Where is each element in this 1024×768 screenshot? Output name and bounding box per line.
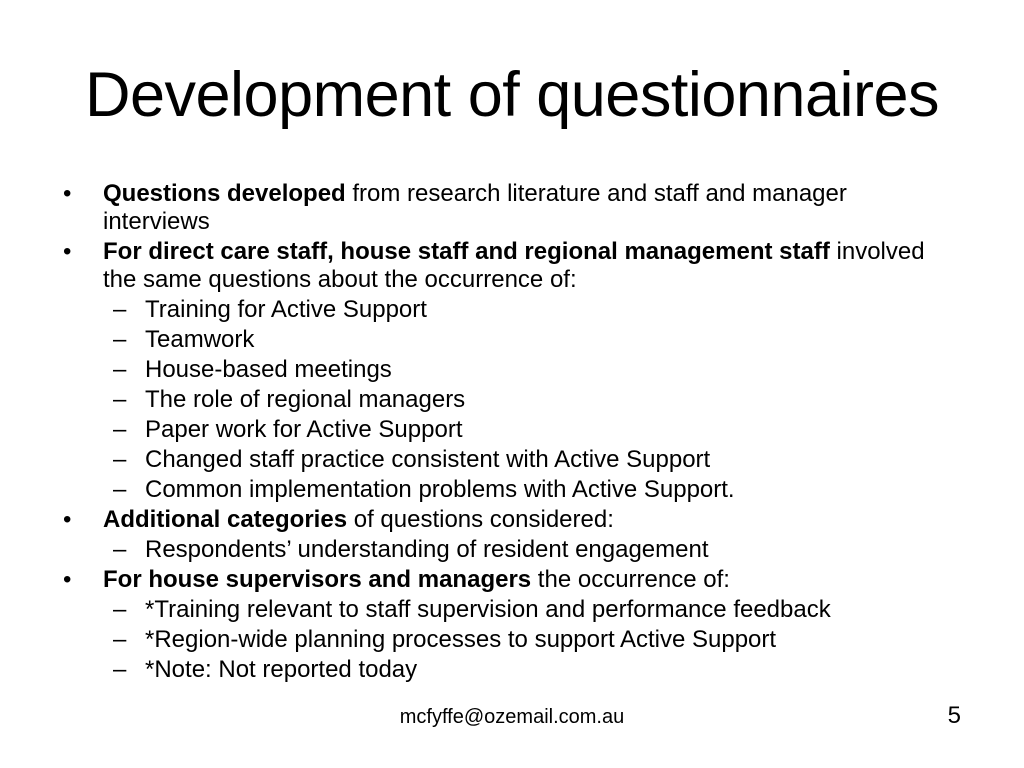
sub-bullet-text: Changed staff practice consistent with Active Support: [145, 446, 711, 473]
dash-marker: –: [113, 386, 127, 413]
sub-bullet-item: [113, 446, 943, 474]
bullet-text-bold: Additional categories: [103, 506, 348, 533]
bullet-text: [103, 506, 943, 534]
dash-marker: –: [113, 656, 127, 683]
sub-bullet-item: [113, 386, 943, 414]
sub-bullet-text: *Training relevant to staff supervision and performance feedback: [145, 596, 831, 623]
slide-body: [63, 180, 943, 686]
bullet-text: [103, 180, 943, 236]
bullet-item: [63, 180, 943, 236]
bullet-text-rest: from research literature and staff and manager interviews: [103, 180, 847, 235]
sub-bullet-item: [113, 416, 943, 444]
footer-email: mcfyffe@ozemail.com.au: [399, 706, 625, 728]
bullet-text-rest: the occurrence of:: [531, 566, 730, 593]
sub-bullet-text: Teamwork: [145, 326, 255, 353]
dash-marker: –: [113, 416, 127, 443]
bullet-marker: •: [63, 238, 72, 265]
bullet-item: [63, 238, 943, 294]
bullet-marker: •: [63, 566, 72, 593]
sub-bullet-item: [113, 536, 943, 564]
bullet-text-bold: For house supervisors and managers: [103, 566, 532, 593]
dash-marker: –: [113, 446, 127, 473]
bullet-text-bold: Questions developed: [103, 180, 346, 207]
sub-bullet-text: Paper work for Active Support: [145, 416, 463, 443]
bullet-marker: •: [63, 180, 72, 207]
bullet-marker: •: [63, 506, 72, 533]
slide-page-number: 5: [947, 702, 961, 729]
sub-bullet-text: Training for Active Support: [145, 296, 427, 323]
slide-title: Development of questionnaires: [84, 60, 940, 130]
dash-marker: –: [113, 356, 127, 383]
sub-bullet-text: The role of regional managers: [145, 386, 466, 413]
sub-bullet-text: *Note: Not reported today: [145, 656, 418, 683]
dash-marker: –: [113, 536, 127, 563]
sub-bullet-item: [113, 326, 943, 354]
sub-bullet-text: Respondents’ understanding of resident engagement: [145, 536, 709, 563]
bullet-text: [103, 238, 943, 294]
dash-marker: –: [113, 626, 127, 653]
bullet-text-rest: involved the same questions about the occurrence of:: [103, 238, 925, 293]
dash-marker: –: [113, 296, 127, 323]
dash-marker: –: [113, 326, 127, 353]
dash-marker: –: [113, 596, 127, 623]
sub-bullet-text: Common implementation problems with Active Support.: [145, 476, 735, 503]
sub-bullet-item: [113, 476, 943, 504]
sub-bullet-item: [113, 356, 943, 384]
dash-marker: –: [113, 476, 127, 503]
bullet-text-rest: of questions considered:: [347, 506, 614, 533]
sub-bullet-item: [113, 596, 943, 624]
sub-bullet-text: *Region-wide planning processes to support Active Support: [145, 626, 777, 653]
sub-bullet-text: House-based meetings: [145, 356, 392, 383]
sub-bullet-item: [113, 296, 943, 324]
sub-bullet-item: [113, 626, 943, 654]
bullet-text: [103, 566, 943, 594]
bullet-text-bold: For direct care staff, house staff and regional management staff: [103, 238, 830, 265]
bullet-item: [63, 506, 943, 534]
bullet-item: [63, 566, 943, 594]
sub-bullet-item: [113, 656, 943, 684]
